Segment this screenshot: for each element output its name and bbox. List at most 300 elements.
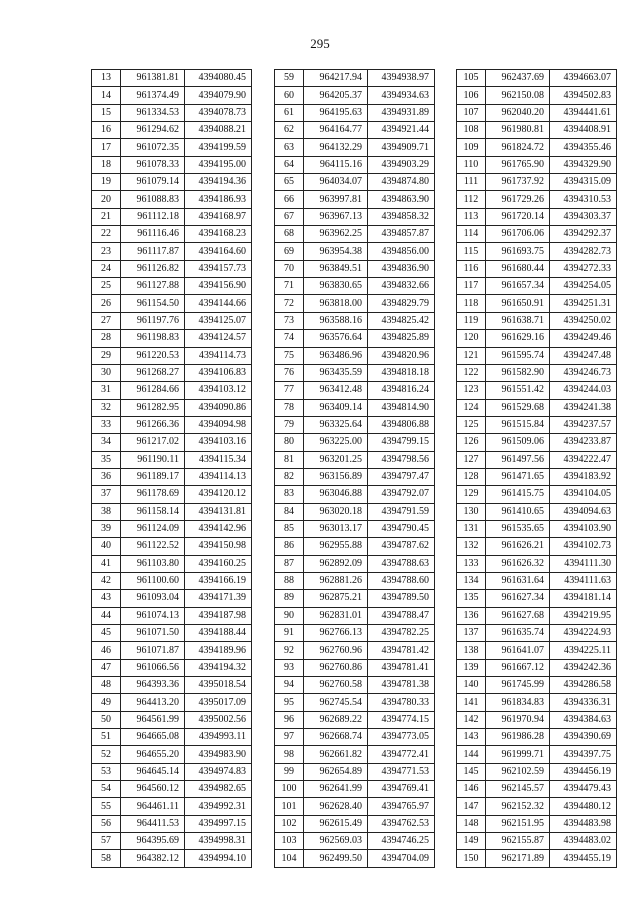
- point-number-cell: 28: [92, 330, 121, 347]
- x-coordinate-cell: 963156.89: [304, 468, 368, 485]
- x-coordinate-cell: 961693.75: [486, 243, 550, 260]
- point-number-cell: 55: [92, 798, 121, 815]
- y-coordinate-cell: 4394816.24: [368, 382, 435, 399]
- table-row: [92, 503, 252, 520]
- y-coordinate-cell: 4394774.15: [368, 711, 435, 728]
- y-coordinate-cell: 4394836.90: [368, 260, 435, 277]
- x-coordinate-cell: 962499.50: [304, 850, 368, 867]
- y-coordinate-cell: 4394704.09: [368, 850, 435, 867]
- y-coordinate-cell: 4394164.60: [185, 243, 252, 260]
- y-coordinate-cell: 4394788.63: [368, 555, 435, 572]
- point-number-cell: 115: [457, 243, 486, 260]
- point-number-cell: 145: [457, 763, 486, 780]
- y-coordinate-cell: 4394983.90: [185, 746, 252, 763]
- y-coordinate-cell: 4394982.65: [185, 781, 252, 798]
- table-row: [275, 659, 435, 676]
- y-coordinate-cell: 4394114.13: [185, 468, 252, 485]
- table-row: [275, 208, 435, 225]
- table-row: [92, 87, 252, 104]
- point-number-cell: 135: [457, 590, 486, 607]
- x-coordinate-cell: 961824.72: [486, 139, 550, 156]
- point-number-cell: 70: [275, 260, 304, 277]
- coordinate-table-1: [91, 69, 252, 868]
- point-number-cell: 25: [92, 278, 121, 295]
- table-row: [457, 330, 617, 347]
- y-coordinate-cell: 4394251.31: [550, 295, 617, 312]
- y-coordinate-cell: 4394188.44: [185, 625, 252, 642]
- x-coordinate-cell: 961112.18: [121, 208, 185, 225]
- x-coordinate-cell: 964132.29: [304, 139, 368, 156]
- y-coordinate-cell: 4395018.54: [185, 677, 252, 694]
- point-number-cell: 88: [275, 572, 304, 589]
- point-number-cell: 27: [92, 312, 121, 329]
- table-row: [275, 330, 435, 347]
- table-row: [457, 295, 617, 312]
- point-number-cell: 127: [457, 451, 486, 468]
- x-coordinate-cell: 961497.56: [486, 451, 550, 468]
- point-number-cell: 14: [92, 87, 121, 104]
- point-number-cell: 130: [457, 503, 486, 520]
- y-coordinate-cell: 4394250.02: [550, 312, 617, 329]
- x-coordinate-cell: 961582.90: [486, 364, 550, 381]
- y-coordinate-cell: 4394329.90: [550, 156, 617, 173]
- y-coordinate-cell: 4394106.83: [185, 364, 252, 381]
- point-number-cell: 106: [457, 87, 486, 104]
- x-coordinate-cell: 961093.04: [121, 590, 185, 607]
- table-row: [275, 156, 435, 173]
- y-coordinate-cell: 4394771.53: [368, 763, 435, 780]
- table-row: [457, 781, 617, 798]
- table-row: [275, 87, 435, 104]
- y-coordinate-cell: 4394103.90: [550, 520, 617, 537]
- table-row: [92, 729, 252, 746]
- point-number-cell: 142: [457, 711, 486, 728]
- x-coordinate-cell: 963325.64: [304, 416, 368, 433]
- y-coordinate-cell: 4394483.98: [550, 815, 617, 832]
- x-coordinate-cell: 962569.03: [304, 833, 368, 850]
- point-number-cell: 60: [275, 87, 304, 104]
- x-coordinate-cell: 964205.37: [304, 87, 368, 104]
- point-number-cell: 72: [275, 295, 304, 312]
- x-coordinate-cell: 964217.94: [304, 70, 368, 87]
- x-coordinate-cell: 962437.69: [486, 70, 550, 87]
- point-number-cell: 24: [92, 260, 121, 277]
- table-row: [92, 694, 252, 711]
- y-coordinate-cell: 4394408.91: [550, 122, 617, 139]
- x-coordinate-cell: 961282.95: [121, 399, 185, 416]
- table-row: [92, 451, 252, 468]
- y-coordinate-cell: 4394104.05: [550, 486, 617, 503]
- x-coordinate-cell: 962955.88: [304, 538, 368, 555]
- x-coordinate-cell: 961629.16: [486, 330, 550, 347]
- x-coordinate-cell: 963576.64: [304, 330, 368, 347]
- table-row: [457, 399, 617, 416]
- table-row: [275, 139, 435, 156]
- point-number-cell: 74: [275, 330, 304, 347]
- y-coordinate-cell: 4394241.38: [550, 399, 617, 416]
- table-row: [457, 243, 617, 260]
- point-number-cell: 40: [92, 538, 121, 555]
- y-coordinate-cell: 4394094.63: [550, 503, 617, 520]
- table-row: [92, 798, 252, 815]
- x-coordinate-cell: 962155.87: [486, 833, 550, 850]
- y-coordinate-cell: 4394171.39: [185, 590, 252, 607]
- x-coordinate-cell: 962152.32: [486, 798, 550, 815]
- point-number-cell: 30: [92, 364, 121, 381]
- x-coordinate-cell: 963818.00: [304, 295, 368, 312]
- x-coordinate-cell: 962668.74: [304, 729, 368, 746]
- x-coordinate-cell: 961154.50: [121, 295, 185, 312]
- table-row: [92, 364, 252, 381]
- table-row: [457, 122, 617, 139]
- point-number-cell: 52: [92, 746, 121, 763]
- x-coordinate-cell: 964645.14: [121, 763, 185, 780]
- y-coordinate-cell: 4394772.41: [368, 746, 435, 763]
- x-coordinate-cell: 963013.17: [304, 520, 368, 537]
- table-row: [92, 156, 252, 173]
- table-row: [275, 677, 435, 694]
- point-number-cell: 103: [275, 833, 304, 850]
- x-coordinate-cell: 964411.53: [121, 815, 185, 832]
- y-coordinate-cell: 4394818.18: [368, 364, 435, 381]
- table-row: [457, 70, 617, 87]
- x-coordinate-cell: 964395.69: [121, 833, 185, 850]
- x-coordinate-cell: 964655.20: [121, 746, 185, 763]
- point-number-cell: 140: [457, 677, 486, 694]
- table-row: [457, 416, 617, 433]
- y-coordinate-cell: 4394903.29: [368, 156, 435, 173]
- x-coordinate-cell: 964561.99: [121, 711, 185, 728]
- table-row: [92, 191, 252, 208]
- x-coordinate-cell: 961986.28: [486, 729, 550, 746]
- point-number-cell: 111: [457, 174, 486, 191]
- point-number-cell: 75: [275, 347, 304, 364]
- x-coordinate-cell: 961551.42: [486, 382, 550, 399]
- table-row: [457, 555, 617, 572]
- table-row: [457, 815, 617, 832]
- point-number-cell: 19: [92, 174, 121, 191]
- table-row: [92, 781, 252, 798]
- point-number-cell: 149: [457, 833, 486, 850]
- y-coordinate-cell: 4394858.32: [368, 208, 435, 225]
- y-coordinate-cell: 4394806.88: [368, 416, 435, 433]
- x-coordinate-cell: 962102.59: [486, 763, 550, 780]
- x-coordinate-cell: 961627.34: [486, 590, 550, 607]
- table-row: [457, 312, 617, 329]
- table-row: [457, 174, 617, 191]
- table-row: [457, 156, 617, 173]
- table-row: [275, 104, 435, 121]
- x-coordinate-cell: 964665.08: [121, 729, 185, 746]
- point-number-cell: 84: [275, 503, 304, 520]
- x-coordinate-cell: 963997.81: [304, 191, 368, 208]
- table-row: [275, 278, 435, 295]
- y-coordinate-cell: 4394150.98: [185, 538, 252, 555]
- x-coordinate-cell: 963588.16: [304, 312, 368, 329]
- y-coordinate-cell: 4394168.97: [185, 208, 252, 225]
- point-number-cell: 79: [275, 416, 304, 433]
- y-coordinate-cell: 4394088.21: [185, 122, 252, 139]
- y-coordinate-cell: 4394094.98: [185, 416, 252, 433]
- table-row: [92, 70, 252, 87]
- table-row: [92, 833, 252, 850]
- table-row: [275, 416, 435, 433]
- x-coordinate-cell: 961471.65: [486, 468, 550, 485]
- y-coordinate-cell: 4394144.66: [185, 295, 252, 312]
- y-coordinate-cell: 4394799.15: [368, 434, 435, 451]
- y-coordinate-cell: 4394194.36: [185, 174, 252, 191]
- x-coordinate-cell: 961158.14: [121, 503, 185, 520]
- table-row: [457, 382, 617, 399]
- table-row: [275, 347, 435, 364]
- y-coordinate-cell: 4394103.12: [185, 382, 252, 399]
- point-number-cell: 46: [92, 642, 121, 659]
- y-coordinate-cell: 4394225.11: [550, 642, 617, 659]
- y-coordinate-cell: 4394829.79: [368, 295, 435, 312]
- point-number-cell: 122: [457, 364, 486, 381]
- point-number-cell: 92: [275, 642, 304, 659]
- point-number-cell: 141: [457, 694, 486, 711]
- x-coordinate-cell: 961509.06: [486, 434, 550, 451]
- table-row: [457, 260, 617, 277]
- table-row: [92, 139, 252, 156]
- x-coordinate-cell: 961641.07: [486, 642, 550, 659]
- point-number-cell: 20: [92, 191, 121, 208]
- table-row: [92, 590, 252, 607]
- y-coordinate-cell: 4394663.07: [550, 70, 617, 87]
- table-row: [275, 607, 435, 624]
- x-coordinate-cell: 961126.82: [121, 260, 185, 277]
- table-row: [92, 260, 252, 277]
- table-row: [92, 174, 252, 191]
- x-coordinate-cell: 961638.71: [486, 312, 550, 329]
- y-coordinate-cell: 4394820.96: [368, 347, 435, 364]
- y-coordinate-cell: 4394974.83: [185, 763, 252, 780]
- x-coordinate-cell: 962760.86: [304, 659, 368, 676]
- point-number-cell: 125: [457, 416, 486, 433]
- table-row: [275, 694, 435, 711]
- point-number-cell: 98: [275, 746, 304, 763]
- y-coordinate-cell: 4394125.07: [185, 312, 252, 329]
- y-coordinate-cell: 4394825.42: [368, 312, 435, 329]
- point-number-cell: 36: [92, 468, 121, 485]
- x-coordinate-cell: 961072.35: [121, 139, 185, 156]
- point-number-cell: 101: [275, 798, 304, 815]
- x-coordinate-cell: 962689.22: [304, 711, 368, 728]
- table-row: [275, 260, 435, 277]
- y-coordinate-cell: 4394114.73: [185, 347, 252, 364]
- x-coordinate-cell: 962171.89: [486, 850, 550, 867]
- table-row: [275, 122, 435, 139]
- x-coordinate-cell: 961268.27: [121, 364, 185, 381]
- point-number-cell: 93: [275, 659, 304, 676]
- point-number-cell: 126: [457, 434, 486, 451]
- table-row: [457, 191, 617, 208]
- table-row: [457, 625, 617, 642]
- x-coordinate-cell: 961220.53: [121, 347, 185, 364]
- x-coordinate-cell: 961381.81: [121, 70, 185, 87]
- y-coordinate-cell: 4394166.19: [185, 572, 252, 589]
- table-row: [275, 538, 435, 555]
- y-coordinate-cell: 4394246.73: [550, 364, 617, 381]
- point-number-cell: 29: [92, 347, 121, 364]
- y-coordinate-cell: 4394993.11: [185, 729, 252, 746]
- y-coordinate-cell: 4394857.87: [368, 226, 435, 243]
- point-number-cell: 105: [457, 70, 486, 87]
- x-coordinate-cell: 961626.21: [486, 538, 550, 555]
- point-number-cell: 77: [275, 382, 304, 399]
- point-number-cell: 116: [457, 260, 486, 277]
- point-number-cell: 58: [92, 850, 121, 867]
- table-row: [275, 174, 435, 191]
- y-coordinate-cell: 4394186.93: [185, 191, 252, 208]
- x-coordinate-cell: 961745.99: [486, 677, 550, 694]
- y-coordinate-cell: 4394156.90: [185, 278, 252, 295]
- y-coordinate-cell: 4394502.83: [550, 87, 617, 104]
- point-number-cell: 23: [92, 243, 121, 260]
- x-coordinate-cell: 961970.94: [486, 711, 550, 728]
- y-coordinate-cell: 4394187.98: [185, 607, 252, 624]
- point-number-cell: 39: [92, 520, 121, 537]
- point-number-cell: 99: [275, 763, 304, 780]
- x-coordinate-cell: 961737.92: [486, 174, 550, 191]
- table-row: [457, 347, 617, 364]
- table-row: [92, 642, 252, 659]
- x-coordinate-cell: 961535.65: [486, 520, 550, 537]
- y-coordinate-cell: 4394921.44: [368, 122, 435, 139]
- x-coordinate-cell: 961217.02: [121, 434, 185, 451]
- x-coordinate-cell: 961066.56: [121, 659, 185, 676]
- point-number-cell: 73: [275, 312, 304, 329]
- table-row: [92, 278, 252, 295]
- x-coordinate-cell: 961117.87: [121, 243, 185, 260]
- table-row: [92, 347, 252, 364]
- x-coordinate-cell: 961074.13: [121, 607, 185, 624]
- point-number-cell: 41: [92, 555, 121, 572]
- y-coordinate-cell: 4394303.37: [550, 208, 617, 225]
- y-coordinate-cell: 4394780.33: [368, 694, 435, 711]
- table-row: [457, 711, 617, 728]
- point-number-cell: 114: [457, 226, 486, 243]
- x-coordinate-cell: 964413.20: [121, 694, 185, 711]
- y-coordinate-cell: 4394292.37: [550, 226, 617, 243]
- y-coordinate-cell: 4394456.19: [550, 763, 617, 780]
- x-coordinate-cell: 961720.14: [486, 208, 550, 225]
- point-number-cell: 57: [92, 833, 121, 850]
- x-coordinate-cell: 961515.84: [486, 416, 550, 433]
- x-coordinate-cell: 961088.83: [121, 191, 185, 208]
- x-coordinate-cell: 961266.36: [121, 416, 185, 433]
- point-number-cell: 53: [92, 763, 121, 780]
- table-row: [457, 694, 617, 711]
- table-row: [92, 382, 252, 399]
- y-coordinate-cell: 4394310.53: [550, 191, 617, 208]
- x-coordinate-cell: 961667.12: [486, 659, 550, 676]
- point-number-cell: 110: [457, 156, 486, 173]
- point-number-cell: 107: [457, 104, 486, 121]
- x-coordinate-cell: 961127.88: [121, 278, 185, 295]
- x-coordinate-cell: 962628.40: [304, 798, 368, 815]
- point-number-cell: 83: [275, 486, 304, 503]
- x-coordinate-cell: 961650.91: [486, 295, 550, 312]
- y-coordinate-cell: 4394787.62: [368, 538, 435, 555]
- table-row: [92, 295, 252, 312]
- y-coordinate-cell: 4394789.50: [368, 590, 435, 607]
- y-coordinate-cell: 4394832.66: [368, 278, 435, 295]
- x-coordinate-cell: 961410.65: [486, 503, 550, 520]
- y-coordinate-cell: 4394781.41: [368, 659, 435, 676]
- table-row: [92, 208, 252, 225]
- y-coordinate-cell: 4394455.19: [550, 850, 617, 867]
- point-number-cell: 69: [275, 243, 304, 260]
- table-row: [457, 486, 617, 503]
- y-coordinate-cell: 4394160.25: [185, 555, 252, 572]
- table-row: [275, 625, 435, 642]
- point-number-cell: 56: [92, 815, 121, 832]
- table-row: [275, 226, 435, 243]
- point-number-cell: 150: [457, 850, 486, 867]
- y-coordinate-cell: 4394765.97: [368, 798, 435, 815]
- table-row: [275, 468, 435, 485]
- table-row: [457, 590, 617, 607]
- x-coordinate-cell: 961078.33: [121, 156, 185, 173]
- point-number-cell: 45: [92, 625, 121, 642]
- point-number-cell: 124: [457, 399, 486, 416]
- table-row: [275, 399, 435, 416]
- y-coordinate-cell: 4394249.46: [550, 330, 617, 347]
- y-coordinate-cell: 4394103.16: [185, 434, 252, 451]
- point-number-cell: 15: [92, 104, 121, 121]
- y-coordinate-cell: 4394790.45: [368, 520, 435, 537]
- y-coordinate-cell: 4394992.31: [185, 798, 252, 815]
- table-row: [275, 850, 435, 867]
- table-row: [457, 451, 617, 468]
- table-row: [275, 382, 435, 399]
- x-coordinate-cell: 961122.52: [121, 538, 185, 555]
- point-number-cell: 32: [92, 399, 121, 416]
- y-coordinate-cell: 4394111.63: [550, 572, 617, 589]
- y-coordinate-cell: 4394792.07: [368, 486, 435, 503]
- point-number-cell: 100: [275, 781, 304, 798]
- point-number-cell: 143: [457, 729, 486, 746]
- point-number-cell: 144: [457, 746, 486, 763]
- x-coordinate-cell: 961626.32: [486, 555, 550, 572]
- point-number-cell: 94: [275, 677, 304, 694]
- x-coordinate-cell: 961374.49: [121, 87, 185, 104]
- x-coordinate-cell: 961595.74: [486, 347, 550, 364]
- x-coordinate-cell: 962760.96: [304, 642, 368, 659]
- table-row: [457, 139, 617, 156]
- y-coordinate-cell: 4394181.14: [550, 590, 617, 607]
- point-number-cell: 129: [457, 486, 486, 503]
- table-row: [92, 607, 252, 624]
- point-number-cell: 26: [92, 295, 121, 312]
- x-coordinate-cell: 962040.20: [486, 104, 550, 121]
- table-row: [275, 798, 435, 815]
- x-coordinate-cell: 961100.60: [121, 572, 185, 589]
- x-coordinate-cell: 961680.44: [486, 260, 550, 277]
- table-row: [457, 642, 617, 659]
- x-coordinate-cell: 961116.46: [121, 226, 185, 243]
- y-coordinate-cell: 4394479.43: [550, 781, 617, 798]
- y-coordinate-cell: 4394480.12: [550, 798, 617, 815]
- x-coordinate-cell: 961071.87: [121, 642, 185, 659]
- table-row: [275, 364, 435, 381]
- table-row: [457, 104, 617, 121]
- y-coordinate-cell: 4394773.05: [368, 729, 435, 746]
- point-number-cell: 61: [275, 104, 304, 121]
- x-coordinate-cell: 961198.83: [121, 330, 185, 347]
